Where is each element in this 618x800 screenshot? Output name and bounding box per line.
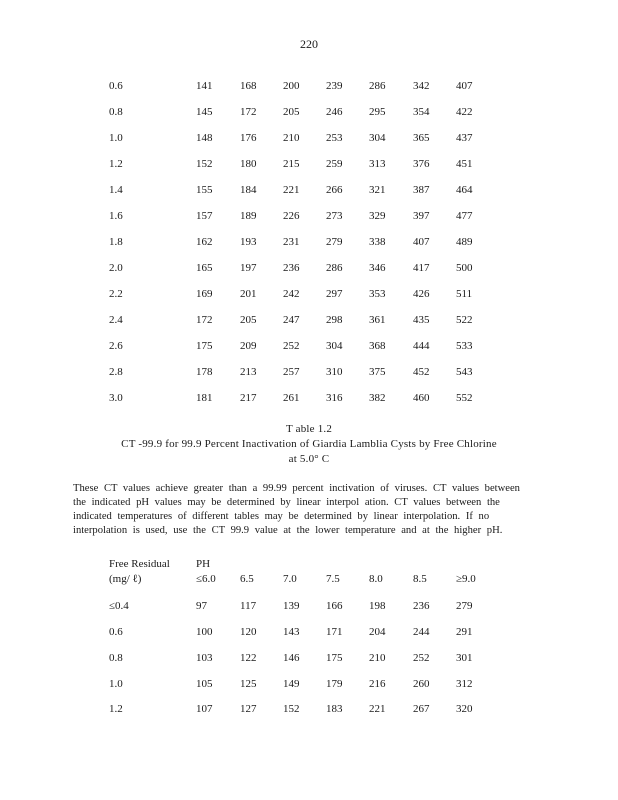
table-row	[0, 210, 618, 224]
table-row	[0, 132, 618, 146]
ct-cell: 353	[369, 288, 386, 300]
ct-cell: 295	[369, 106, 386, 118]
ph-column-header: 8.5	[413, 573, 427, 585]
ct-cell: 422	[456, 106, 473, 118]
ct-cell: 221	[369, 703, 386, 715]
residual-cell: 1.8	[109, 236, 123, 248]
ct-cell: 252	[283, 340, 300, 352]
ct-cell: 500	[456, 262, 473, 274]
table-label: T able 1.2	[285, 423, 333, 435]
residual-cell: 2.8	[109, 366, 123, 378]
ct-cell: 489	[456, 236, 473, 248]
ct-cell: 122	[240, 652, 257, 664]
explanatory-paragraph	[73, 482, 533, 538]
ct-cell: 397	[413, 210, 430, 222]
column-header-free-residual: Free Residual	[109, 558, 170, 570]
ct-cell: 168	[240, 80, 257, 92]
ct-cell: 304	[326, 340, 343, 352]
ct-cell: 297	[326, 288, 343, 300]
ct-cell: 175	[326, 652, 343, 664]
ct-cell: 253	[326, 132, 343, 144]
ct-cell: 152	[283, 703, 300, 715]
table-row	[0, 392, 618, 406]
ct-cell: 239	[326, 80, 343, 92]
ct-cell: 125	[240, 678, 257, 690]
ct-cell: 221	[283, 184, 300, 196]
residual-cell: 3.0	[109, 392, 123, 404]
table-row	[0, 652, 618, 666]
ct-cell: 175	[196, 340, 213, 352]
ct-cell: 522	[456, 314, 473, 326]
ct-cell: 226	[283, 210, 300, 222]
ct-cell: 477	[456, 210, 473, 222]
table-row	[0, 366, 618, 380]
ct-cell: 361	[369, 314, 386, 326]
table-title: CT -99.9 for 99.9 Percent Inactivation of Giardia Lamblia Cysts by Free Chlorine	[121, 438, 497, 450]
ct-cell: 166	[326, 600, 343, 612]
column-header-units: (mg/ ℓ)	[109, 573, 142, 585]
ct-cell: 464	[456, 184, 473, 196]
residual-cell: 0.8	[109, 106, 123, 118]
ct-cell: 301	[456, 652, 473, 664]
ct-cell: 201	[240, 288, 257, 300]
ct-cell: 261	[283, 392, 300, 404]
table-temperature: at 5.0° C	[288, 453, 330, 465]
table-row	[0, 314, 618, 328]
table-row	[0, 106, 618, 120]
ct-cell: 426	[413, 288, 430, 300]
ct-cell: 342	[413, 80, 430, 92]
ct-cell: 149	[283, 678, 300, 690]
ct-cell: 460	[413, 392, 430, 404]
ct-cell: 193	[240, 236, 257, 248]
ct-cell: 382	[369, 392, 386, 404]
table-row	[0, 703, 618, 717]
table-row	[0, 236, 618, 250]
ct-cell: 252	[413, 652, 430, 664]
ct-cell: 165	[196, 262, 213, 274]
ct-cell: 210	[369, 652, 386, 664]
ph-column-header: 8.0	[369, 573, 383, 585]
ct-cell: 321	[369, 184, 386, 196]
table-row	[0, 288, 618, 302]
ct-cell: 197	[240, 262, 257, 274]
ct-cell: 247	[283, 314, 300, 326]
ct-cell: 387	[413, 184, 430, 196]
ct-cell: 260	[413, 678, 430, 690]
ct-cell: 100	[196, 626, 213, 638]
ct-cell: 105	[196, 678, 213, 690]
ct-cell: 216	[369, 678, 386, 690]
ct-cell: 97	[196, 600, 207, 612]
ct-cell: 316	[326, 392, 343, 404]
ct-cell: 407	[456, 80, 473, 92]
ct-cell: 143	[283, 626, 300, 638]
ct-cell: 437	[456, 132, 473, 144]
ct-cell: 267	[413, 703, 430, 715]
residual-cell: 2.6	[109, 340, 123, 352]
ct-cell: 231	[283, 236, 300, 248]
ct-cell: 257	[283, 366, 300, 378]
ct-cell: 189	[240, 210, 257, 222]
ct-cell: 198	[369, 600, 386, 612]
ct-cell: 266	[326, 184, 343, 196]
ct-cell: 511	[456, 288, 473, 300]
ct-cell: 148	[196, 132, 213, 144]
ct-cell: 172	[196, 314, 213, 326]
ph-column-header: ≥9.0	[456, 573, 476, 585]
ct-cell: 291	[456, 626, 473, 638]
column-header-ph: PH	[196, 558, 211, 570]
residual-cell: 0.6	[109, 80, 123, 92]
ct-cell: 313	[369, 158, 386, 170]
ct-cell: 205	[240, 314, 257, 326]
ct-cell: 181	[196, 392, 213, 404]
ct-cell: 533	[456, 340, 473, 352]
ct-cell: 242	[283, 288, 300, 300]
ct-cell: 236	[413, 600, 430, 612]
page-number: 220	[300, 37, 318, 51]
ct-cell: 310	[326, 366, 343, 378]
ct-cell: 435	[413, 314, 430, 326]
ct-cell: 354	[413, 106, 430, 118]
ct-cell: 152	[196, 158, 213, 170]
ct-cell: 452	[413, 366, 430, 378]
ct-cell: 368	[369, 340, 386, 352]
paragraph-line: the indicated pH values may be determined by linear interpol ation. CT values between the	[73, 497, 500, 508]
ct-cell: 552	[456, 392, 473, 404]
ct-cell: 117	[240, 600, 257, 612]
ct-cell: 127	[240, 703, 257, 715]
ct-cell: 286	[369, 80, 386, 92]
ct-cell: 107	[196, 703, 213, 715]
ct-cell: 180	[240, 158, 257, 170]
residual-cell: 2.2	[109, 288, 123, 300]
ct-cell: 141	[196, 80, 213, 92]
ct-cell: 183	[326, 703, 343, 715]
ct-cell: 543	[456, 366, 473, 378]
residual-cell: 2.0	[109, 262, 123, 274]
residual-cell: ≤0.4	[109, 600, 129, 612]
ct-cell: 312	[456, 678, 473, 690]
table-row	[0, 340, 618, 354]
ph-column-header: ≤6.0	[196, 573, 216, 585]
ct-cell: 279	[456, 600, 473, 612]
ct-cell: 244	[413, 626, 430, 638]
ct-cell: 178	[196, 366, 213, 378]
table-row	[0, 184, 618, 198]
table-row	[0, 158, 618, 172]
ct-cell: 171	[326, 626, 343, 638]
ct-cell: 375	[369, 366, 386, 378]
ct-cell: 246	[326, 106, 343, 118]
paragraph-line: indicated temperatures of different tables may be determined by linear interpolation. If no	[73, 511, 490, 522]
ct-cell: 209	[240, 340, 257, 352]
ct-cell: 169	[196, 288, 213, 300]
ct-cell: 451	[456, 158, 473, 170]
table-row	[0, 80, 618, 94]
ct-cell: 217	[240, 392, 257, 404]
residual-cell: 1.0	[109, 678, 123, 690]
ct-cell: 444	[413, 340, 430, 352]
ct-cell: 120	[240, 626, 257, 638]
ct-cell: 145	[196, 106, 213, 118]
ct-cell: 176	[240, 132, 257, 144]
ct-cell: 298	[326, 314, 343, 326]
ct-cell: 139	[283, 600, 300, 612]
ct-cell: 407	[413, 236, 430, 248]
ct-cell: 210	[283, 132, 300, 144]
ct-cell: 365	[413, 132, 430, 144]
table-row	[0, 262, 618, 276]
ct-cell: 200	[283, 80, 300, 92]
ct-cell: 204	[369, 626, 386, 638]
ct-cell: 338	[369, 236, 386, 248]
ct-cell: 205	[283, 106, 300, 118]
residual-cell: 1.2	[109, 158, 123, 170]
table-row	[0, 626, 618, 640]
paragraph-line: interpolation is used, use the CT 99.9 value at the lower temperature and at the higher pH.	[73, 525, 503, 536]
ct-cell: 157	[196, 210, 213, 222]
residual-cell: 1.6	[109, 210, 123, 222]
ct-cell: 162	[196, 236, 213, 248]
ct-cell: 215	[283, 158, 300, 170]
residual-cell: 1.4	[109, 184, 123, 196]
ph-column-header: 7.0	[283, 573, 297, 585]
residual-cell: 0.6	[109, 626, 123, 638]
ct-cell: 103	[196, 652, 213, 664]
ph-column-header: 7.5	[326, 573, 340, 585]
ct-cell: 172	[240, 106, 257, 118]
residual-cell: 2.4	[109, 314, 123, 326]
ct-cell: 259	[326, 158, 343, 170]
ct-cell: 236	[283, 262, 300, 274]
ct-cell: 417	[413, 262, 430, 274]
ct-cell: 213	[240, 366, 257, 378]
paragraph-line: These CT values achieve greater than a 99.99 percent inctivation of viruses. CT values between	[73, 483, 520, 494]
table-row	[0, 600, 618, 614]
ct-cell: 273	[326, 210, 343, 222]
ct-cell: 155	[196, 184, 213, 196]
ct-cell: 286	[326, 262, 343, 274]
ct-cell: 279	[326, 236, 343, 248]
ct-cell: 329	[369, 210, 386, 222]
ct-cell: 376	[413, 158, 430, 170]
ph-column-header: 6.5	[240, 573, 254, 585]
residual-cell: 1.0	[109, 132, 123, 144]
residual-cell: 0.8	[109, 652, 123, 664]
ct-cell: 320	[456, 703, 473, 715]
ct-cell: 346	[369, 262, 386, 274]
ct-cell: 146	[283, 652, 300, 664]
ct-cell: 304	[369, 132, 386, 144]
ct-cell: 179	[326, 678, 343, 690]
residual-cell: 1.2	[109, 703, 123, 715]
table-row	[0, 678, 618, 692]
ct-cell: 184	[240, 184, 257, 196]
